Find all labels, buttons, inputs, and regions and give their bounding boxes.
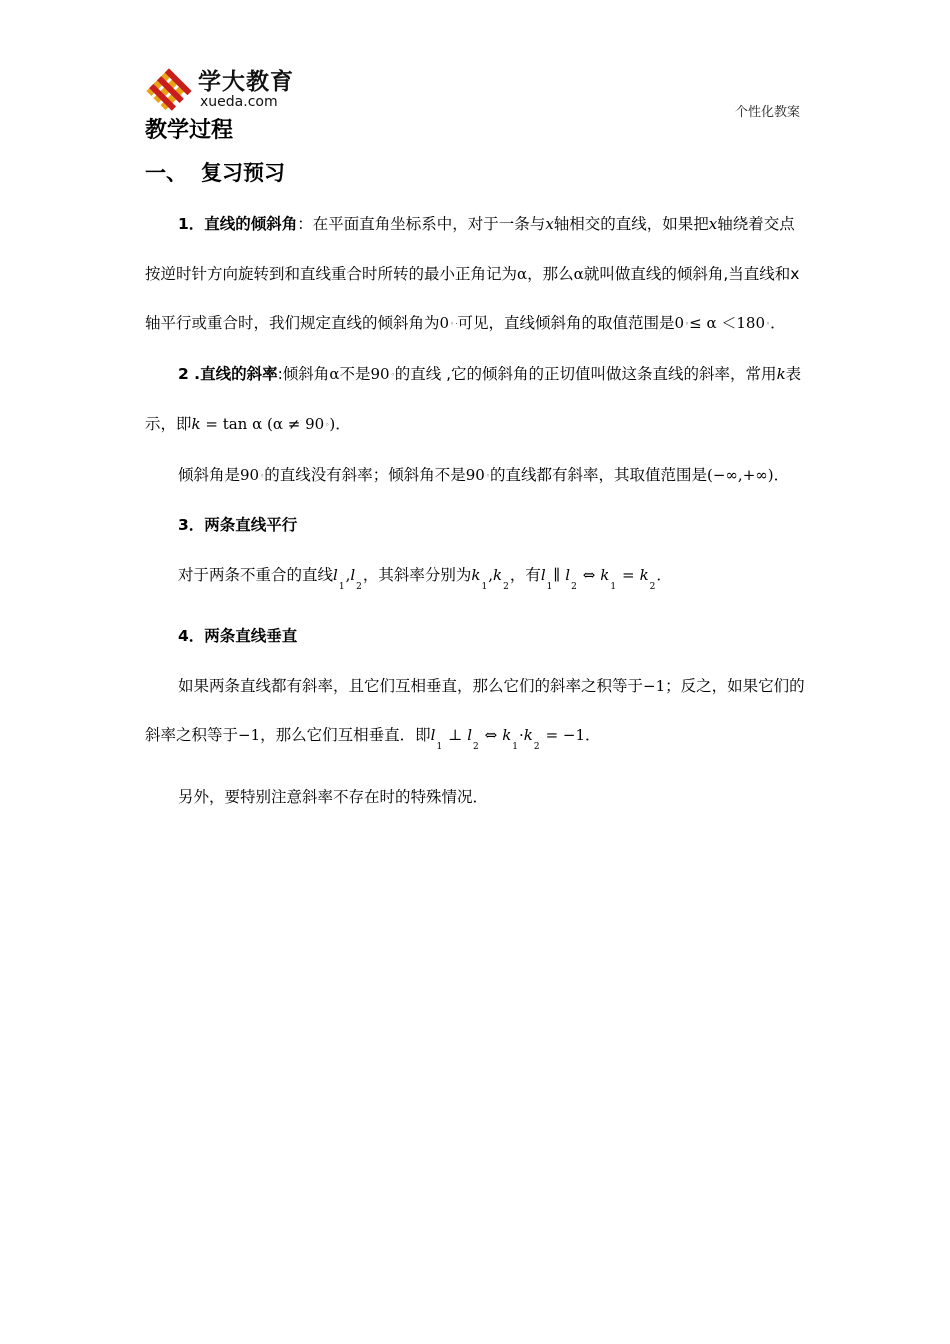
- paragraph-parallel: 对于两条不重合的直线$l_1,l_2$，其斜率分别为$k_1,k_2$，有$l_1\parallel$ $l_2$ ⇔ $k_1 = k_2$．: [178, 565, 672, 592]
- section-heading: [145, 158, 285, 188]
- paragraph-perpendicular: 如果两条直线都有斜率，且它们互相垂直，那么它们的斜率之积等于−1；反之，如果它们的斜率之积等于−1，那么它们互相垂直．即$l_1$ ⊥ $l_2$ ⇔ $k_1\cdot k_2 = -1$．: [145, 676, 805, 752]
- item-title-slope: 2 .直线的斜率: [178, 364, 278, 383]
- page-title: 教学过程: [145, 118, 234, 143]
- doc-type-label: 个性化教案: [735, 105, 801, 120]
- brand-logo: [140, 66, 310, 114]
- item-title-incline: 1．直线的倾斜角: [178, 215, 298, 233]
- paragraph-incline: 1．直线的倾斜角：在平面直角坐标系中，对于一条与x轴相交的直线，如果把x轴绕着交点按逆时针方向旋转到和直线重合时所转的最小正角记为α，那么α就叫做直线的倾斜角,当直线和x轴平行或重合时，我们规定直线的倾斜角为0◦·可见，直线倾斜角的取值范围是0◦≤ α ＜180◦．: [145, 215, 800, 332]
- xueda-logo-icon: [145, 68, 193, 114]
- item-title-parallel: 3．两条直线平行: [178, 516, 298, 534]
- brand-name: 学大教育: [198, 69, 294, 95]
- paragraph-slope-range: 倾斜角是90◦的直线没有斜率；倾斜角不是90◦的直线都有斜率，其取值范围是(−∞,+∞)．: [178, 465, 790, 484]
- brand-url: xueda.com: [200, 94, 278, 110]
- paragraph-slope: 2 .直线的斜率:倾斜角α不是90◦的直线 ,它的倾斜角的正切值叫做这条直线的斜率，常用k表示，即k = tan α (α ≠ 90◦)．: [145, 364, 802, 433]
- item-title-perpendicular: 4．两条直线垂直: [178, 627, 298, 645]
- lesson-content: [145, 200, 807, 822]
- section-title: 复习预习: [201, 161, 285, 185]
- paragraph-note: 另外，要特别注意斜率不存在时的特殊情况．: [178, 787, 489, 806]
- section-number: 一、: [145, 161, 187, 185]
